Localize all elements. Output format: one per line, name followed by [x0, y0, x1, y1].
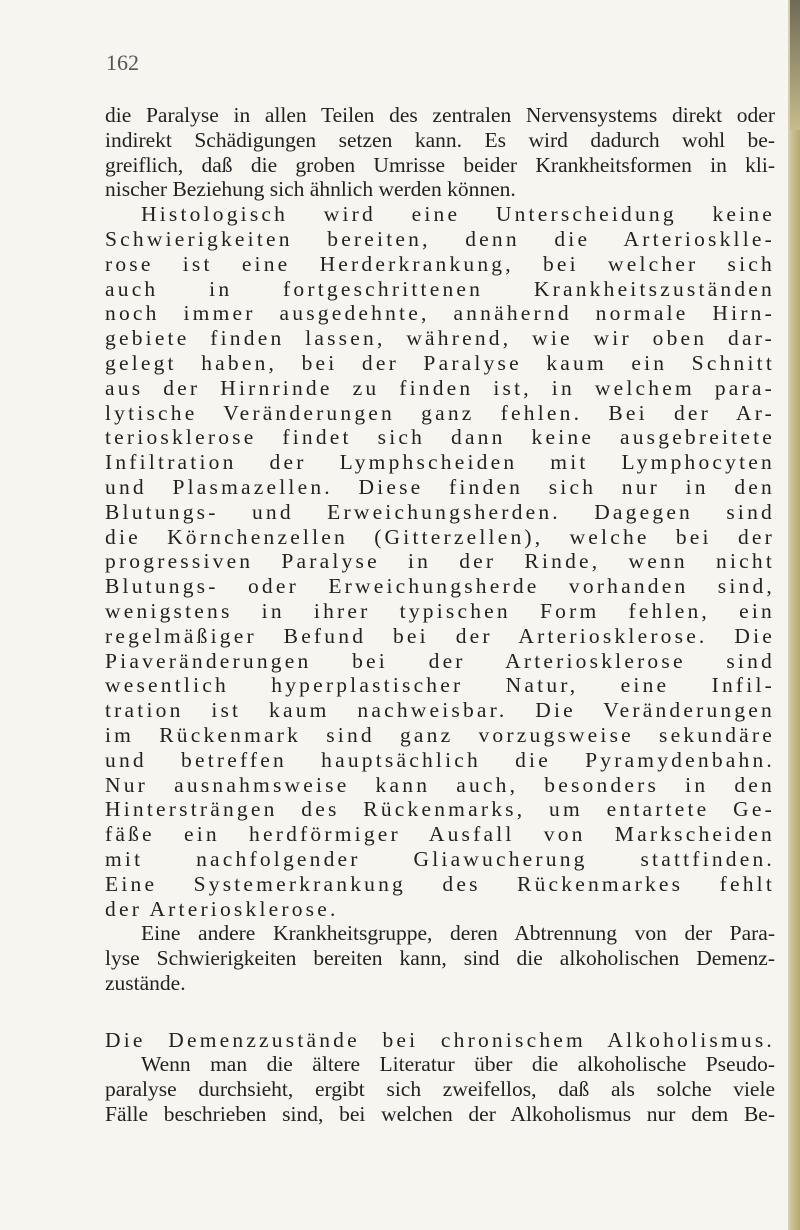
text-line: paralyse durchsieht, ergibt sich zweifellos, daß als solche viele	[105, 1077, 775, 1102]
text-line: Histologisch wird eine Unterscheidung keine	[141, 202, 775, 227]
body-text	[105, 103, 775, 1127]
text-line: progressiven Paralyse in der Rinde, wenn nicht	[105, 549, 775, 574]
page-number: 162	[106, 50, 139, 75]
text-line: auch in fortgeschrittenen Krankheitszuständen	[105, 276, 775, 301]
text-line: und betreffen hauptsächlich die Pyramydenbahn.	[105, 747, 775, 772]
text-line: greiflich, daß die groben Umrisse beider Krankheitsformen in kli-	[105, 152, 775, 177]
text-line: lyse Schwierigkeiten bereiten kann, sind die alkoholischen Demenz-	[105, 946, 775, 971]
text-line: im Rückenmark sind ganz vorzugsweise sekundäre	[105, 722, 775, 747]
text-line: gebiete finden lassen, während, wie wir oben dar-	[105, 326, 775, 351]
text-line: tration ist kaum nachweisbar. Die Veränderungen	[105, 698, 775, 723]
text-line: regelmäßiger Befund bei der Arteriosklerose. Die	[105, 623, 775, 648]
text-line: Schwierigkeiten bereiten, denn die Arteriosklle-	[105, 226, 775, 251]
scan-edge-shadow-top	[790, 0, 800, 130]
text-line: indirekt Schädigungen setzen kann. Es wird dadurch wohl be-	[105, 127, 775, 152]
text-line: Fälle beschrieben sind, bei welchen der Alkoholismus nur dem Be-	[105, 1102, 775, 1127]
text-line: Die Demenzzustände bei chronischem Alkoholismus.	[105, 1027, 775, 1052]
text-line: fäße ein herdförmiger Ausfall von Markscheiden	[105, 822, 775, 847]
paragraph-gap	[105, 996, 775, 1028]
text-line: Infiltration der Lymphscheiden mit Lymphocyten	[105, 450, 775, 475]
text-line: aus der Hirnrinde zu finden ist, in welchem para-	[105, 375, 775, 400]
text-line: Hintersträngen des Rückenmarks, um entartete Ge-	[105, 797, 775, 822]
text-line: zustände.	[105, 970, 186, 995]
text-line: Nur ausnahmsweise kann auch, besonders in den	[105, 772, 775, 797]
text-line: und Plasmazellen. Diese finden sich nur in den	[105, 474, 775, 499]
text-line: rose ist eine Herderkrankung, bei welcher sich	[105, 251, 775, 276]
text-line: Piaveränderungen bei der Arteriosklerose sind	[105, 648, 775, 673]
text-line: nischer Beziehung sich ähnlich werden können.	[105, 177, 516, 202]
text-line: mit nachfolgender Gliawucherung stattfinden.	[105, 846, 775, 871]
text-line: Wenn man die ältere Literatur über die alkoholische Pseudo-	[141, 1052, 775, 1077]
text-line: wenigstens in ihrer typischen Form fehlen, ein	[105, 598, 775, 623]
text-line: der Arteriosklerose.	[105, 896, 339, 921]
text-line: noch immer ausgedehnte, annähernd normale Hirn-	[105, 301, 775, 326]
text-line: Eine andere Krankheitsgruppe, deren Abtrennung von der Para-	[141, 921, 775, 946]
text-line: die Körnchenzellen (Gitterzellen), welche bei der	[105, 524, 775, 549]
text-line: wesentlich hyperplastischer Natur, eine Infil-	[105, 673, 775, 698]
text-line: gelegt haben, bei der Paralyse kaum ein Schnitt	[105, 350, 775, 375]
text-line: Blutungs- oder Erweichungsherde vorhanden sind,	[105, 574, 775, 599]
scan-edge-shadow	[788, 0, 800, 1230]
text-line: Blutungs- und Erweichungsherden. Dagegen sind	[105, 499, 775, 524]
text-line: lytische Veränderungen ganz fehlen. Bei der Ar-	[105, 400, 775, 425]
text-line: teriosklerose findet sich dann keine ausgebreitete	[105, 425, 775, 450]
text-line: die Paralyse in allen Teilen des zentralen Nervensystems direkt oder	[105, 103, 775, 127]
text-line: Eine Systemerkrankung des Rückenmarkes fehlt	[105, 871, 775, 896]
